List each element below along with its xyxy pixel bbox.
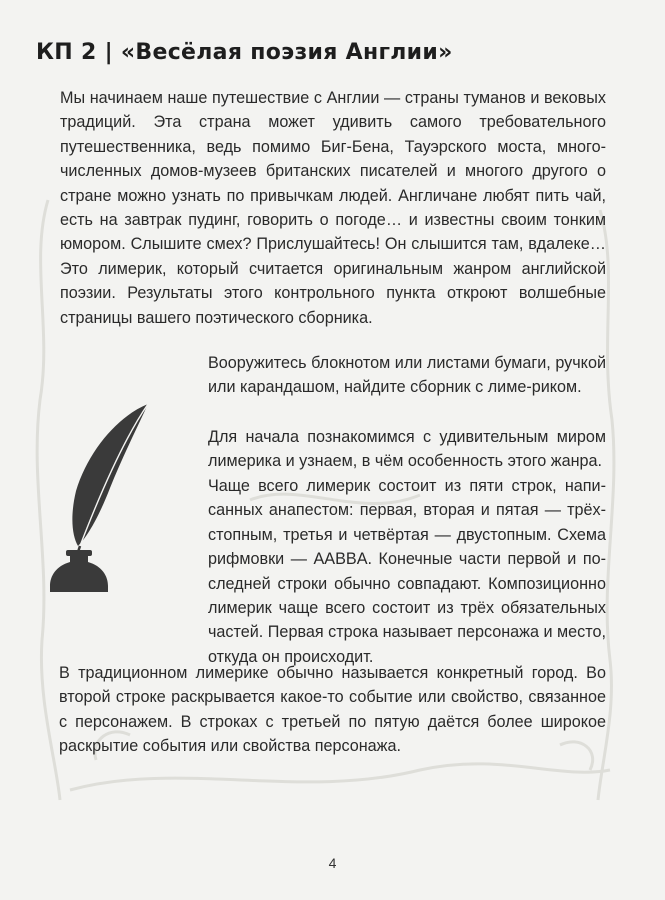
arm-paragraph: Вооружитесь блокнотом или листами бумаги, ручкой или карандашом, найдите сборник с лиме-риком. xyxy=(208,354,606,397)
quill-inkwell-icon xyxy=(48,396,158,596)
start-paragraph: Для начала познакомимся с удивительным миром лимерика и узнаем, в чём особенность этого жанра. xyxy=(208,428,606,471)
intro-paragraph: Мы начинаем наше путешествие с Англии — страны туманов и вековых традиций. Эта страна может удивить самого требовательного путешественника, ведь помимо Биг-Бена, Тауэрского моста, много-численных домов-музеев британских писателей и многого другого о стране можно узнать по привычкам людей. Англичане любят пить чай, есть на завтрак пудинг, говорить о погоде… и известны своим тонким юмором. Слышите смех? Прислушайтесь! Он слышится там, вдалеке… Это лимерик, который считается оригинальным жанром английской поэзии. Результаты этого контрольного пункта откроют волшебные страницы вашего поэтического сборника. xyxy=(60,89,606,327)
section-header xyxy=(36,40,636,65)
checkpoint-code: КП 2 xyxy=(36,40,97,65)
header-separator: | xyxy=(104,40,113,65)
main-paragraph: Чаще всего лимерик состоит из пяти строк, напи-санных анапестом: первая, вторая и пятая — трёх-стопным, третья и четвёртая — двустопным. Схема рифмовки — AABBA. Конечные части первой и по-следней строки обычно совпадают. Композиционно лимерик чаще всего состоит из трёх обязательных частей. Первая строка называет персонажа и место, откуда он происходит. xyxy=(208,477,607,666)
page-number: 4 xyxy=(328,855,337,871)
tail-paragraph: В традиционном лимерике обычно называется конкретный город. Во второй строке раскрывается какое-то событие или свойство, связанное с персонажем. В строках с третьей по пятую даётся более широкое раскрытие события или свойства персонажа. xyxy=(59,664,606,756)
section-title: «Весёлая поэзия Англии» xyxy=(120,40,453,65)
